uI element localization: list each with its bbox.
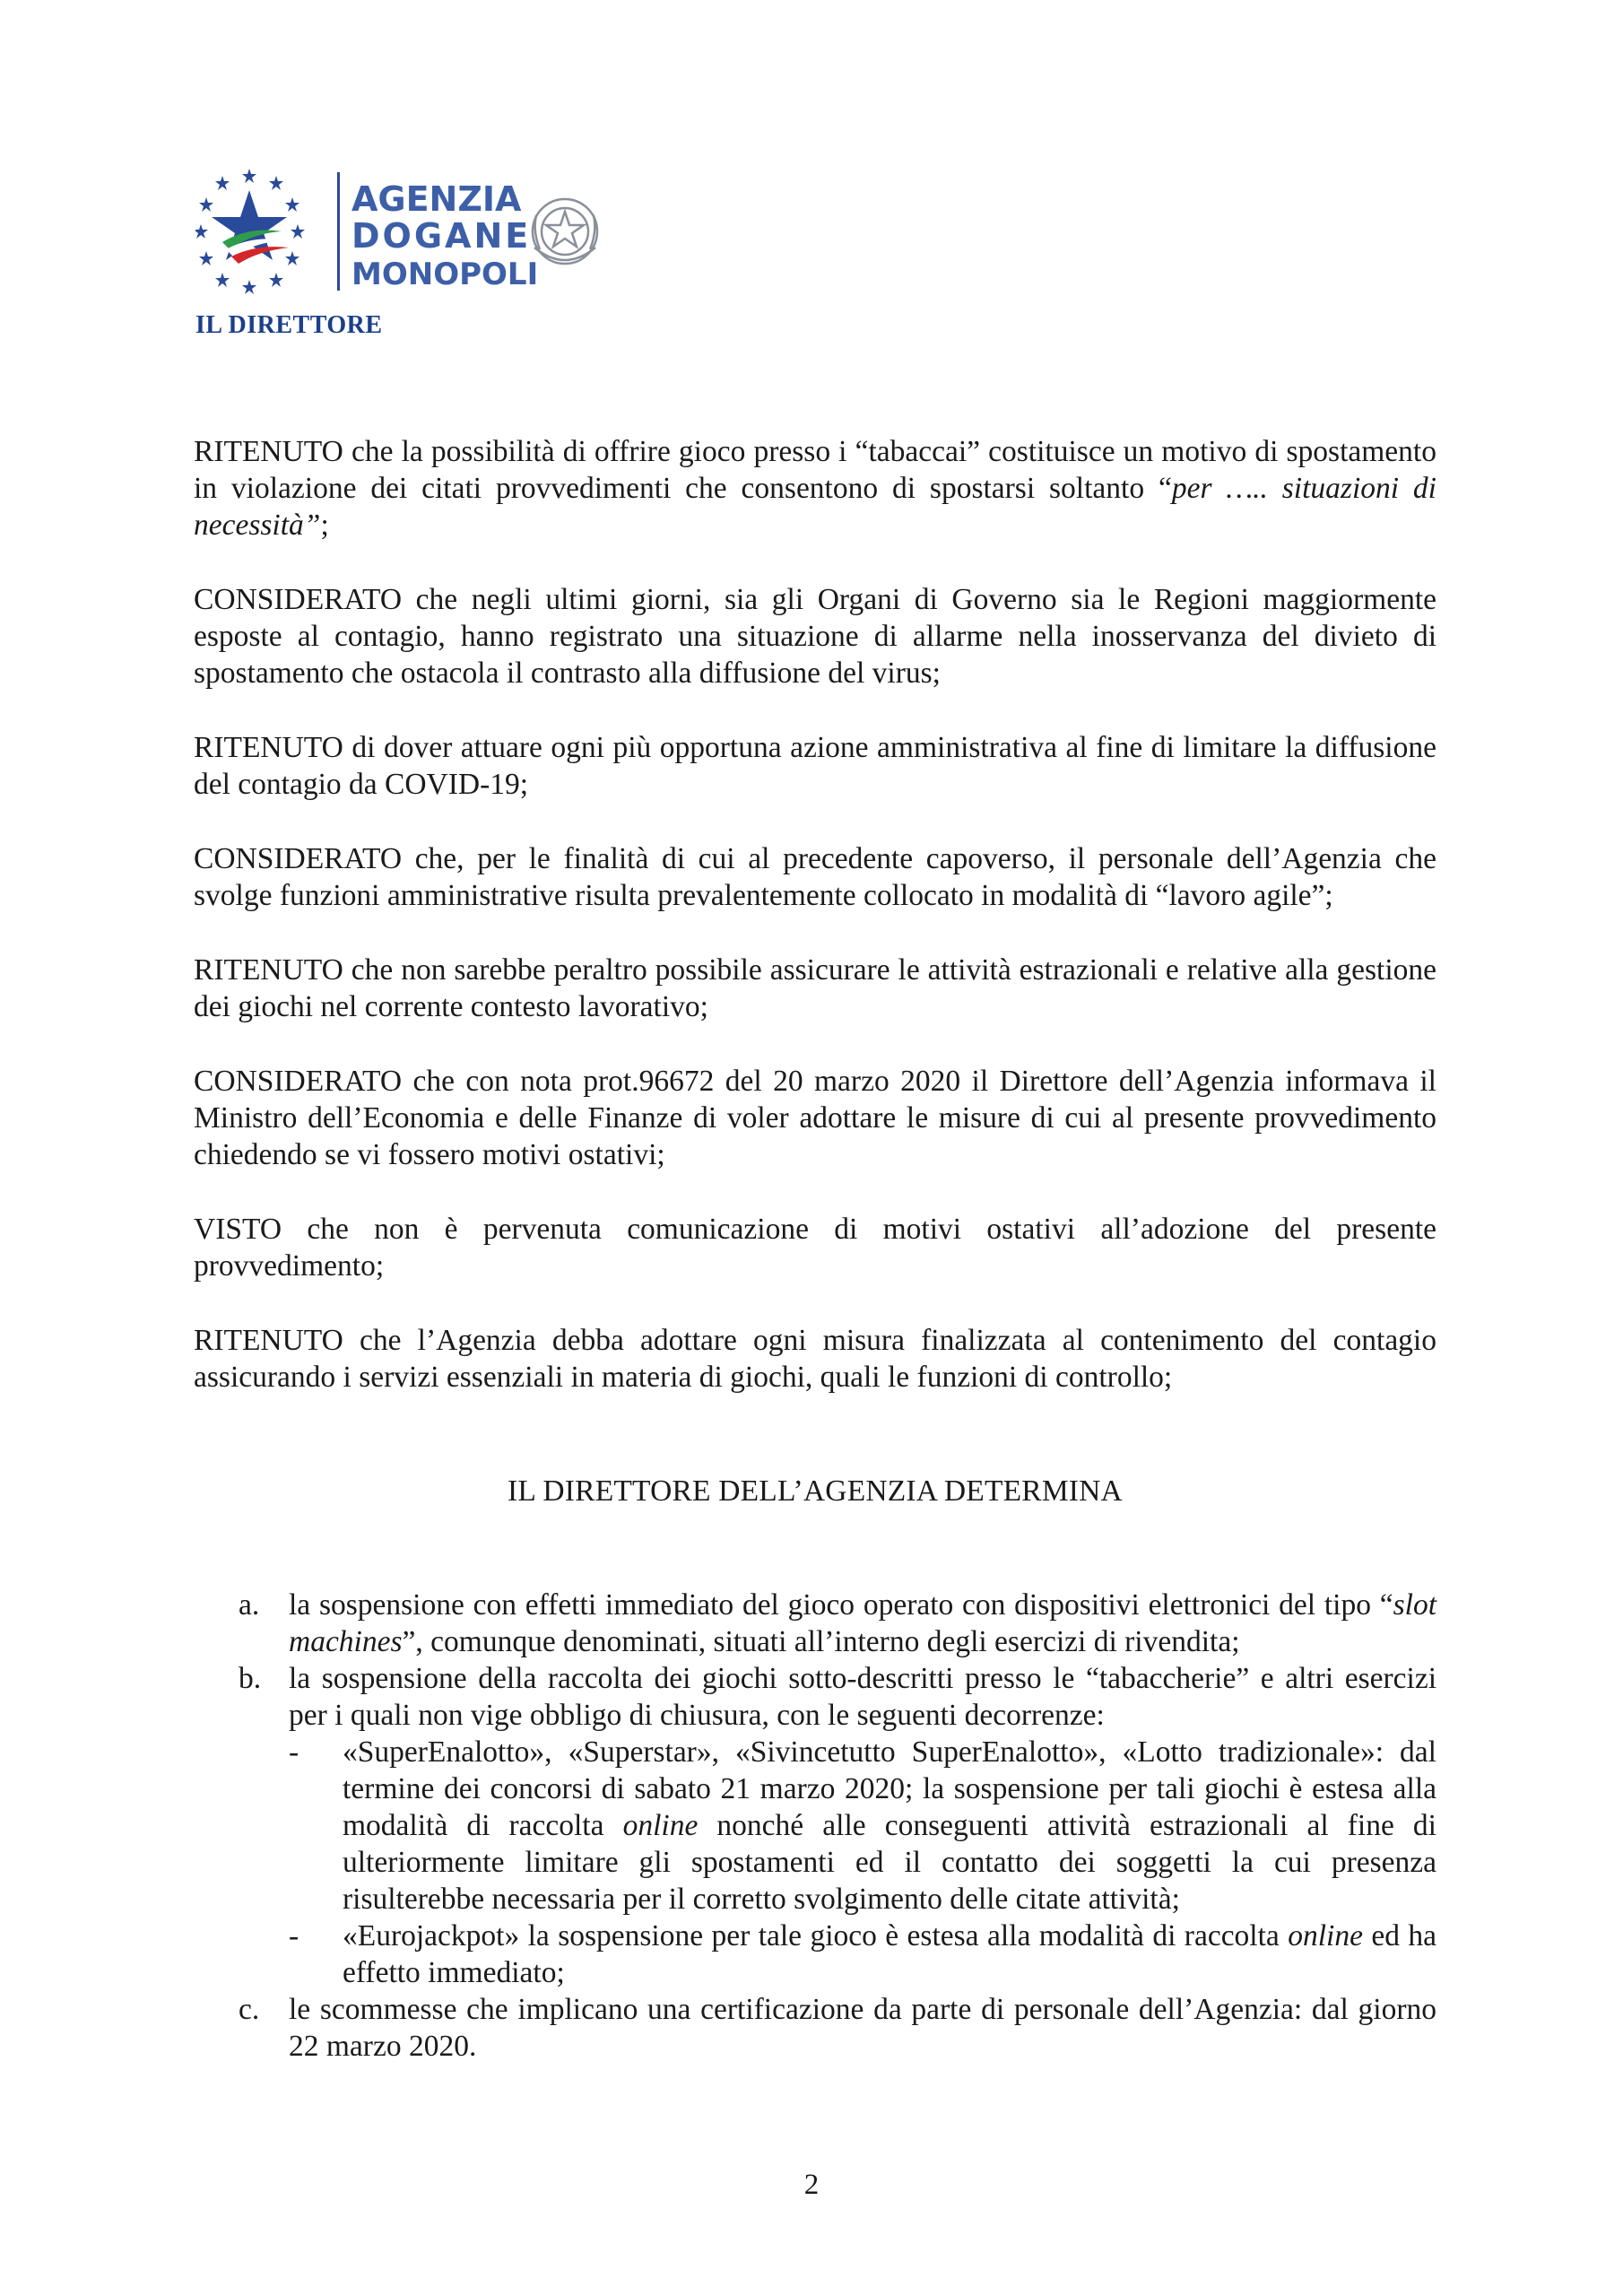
italy-star-icon (212, 190, 289, 264)
list-item-a (194, 1587, 1436, 1660)
sub-item-2 (289, 1918, 1436, 1991)
sub-list-b (289, 1734, 1436, 1991)
list-marker-c: c. (239, 1993, 260, 2026)
agency-logo-graphic (195, 160, 608, 303)
paragraph-3: RITENUTO di dover attuare ogni più opportuna azione amministrativa al fine di limitare la diffusione del contagio da COVID-19; (194, 731, 1436, 801)
sub-body-2: «Eurojackpot» la sospensione per tale gioco è estesa alla modalità di raccolta online ed ha effetto immediato; (343, 1919, 1436, 1989)
republic-emblem-icon (533, 199, 597, 264)
sub-marker-1: - (289, 1735, 299, 1769)
paragraph-7: VISTO che non è pervenuta comunicazione di motivi ostativi all’adozione del presente provvedimento; (194, 1213, 1436, 1283)
agency-logo (195, 160, 608, 303)
sub-item-1 (289, 1734, 1436, 1918)
logo-line-2: DOGANE (352, 216, 532, 256)
list-body-a: la sospensione con effetti immediato del gioco operato con dispositivi elettronici del tipo “slot machines”, comunque denominati, situati all’interno degli esercizi di rivendita; (289, 1588, 1436, 1658)
list-item-b (194, 1660, 1436, 1991)
document-body (194, 433, 1436, 2065)
sub-marker-2: - (289, 1919, 299, 1952)
logo-line-1: AGENZIA (352, 179, 522, 219)
director-label: IL DIRETTORE (195, 311, 383, 339)
page-number: 2 (803, 2169, 820, 2201)
list-body-c: le scommesse che implicano una certificazione da parte di personale dell’Agenzia: dal giorno 22 marzo 2020. (289, 1993, 1436, 2063)
list-body-b: la sospensione della raccolta dei giochi sotto-descritti presso le “tabaccherie” e altri esercizi per i quali non vige obbligo di chiusura, con le seguenti decorrenze: - «SuperEnalotto», «Superstar», «Sivincetutto SuperEnalotto», «Lotto tradizionale»: dal termine dei concorsi di sabato 21 marzo 2020; la sospensione per tali giochi è estesa alla modalità di raccolta online nonché alle conseguenti attività estrazionali al fine di ulteriormente limitare gli spostamenti ed il contatto dei soggetti la cui presenza risulterebbe necessaria per il corretto svolgimento delle citate attività; - «Eurojackpot» la sospensione per tale gioco è estesa alla modalità di raccolta online ed ha effetto immediato; (289, 1662, 1436, 1989)
list-item-c (194, 1991, 1436, 2065)
paragraph-6: CONSIDERATO che con nota prot.96672 del 20 marzo 2020 il Direttore dell’Agenzia informava il Ministro dell’Economia e delle Finanze di voler adottare le misure di cui al presente provvedimento chiedendo se vi fossero motivi ostativi; (194, 1065, 1436, 1171)
paragraph-1: RITENUTO che la possibilità di offrire gioco presso i “tabaccai” costituisce un motivo di spostamento in violazione dei citati provvedimenti che consentono di spostarsi soltanto “per ….. situazioni di necessità”; (194, 435, 1436, 542)
determination-list (194, 1587, 1436, 2065)
logo-line-3: MONOPOLI (352, 257, 539, 292)
paragraph-2: CONSIDERATO che negli ultimi giorni, sia gli Organi di Governo sia le Regioni maggiormente esposte al contagio, hanno registrato una situazione di allarme nella inosservanza del divieto di spostamento che ostacola il contrasto alla diffusione del virus; (194, 583, 1436, 690)
paragraph-4: CONSIDERATO che, per le finalità di cui al precedente capoverso, il personale dell’Agenzia che svolge funzioni amministrative risulta prevalentemente collocato in modalità di “lavoro agile”; (194, 842, 1436, 912)
list-marker-a: a. (239, 1588, 260, 1622)
paragraph-5: RITENUTO che non sarebbe peraltro possibile assicurare le attività estrazionali e relative alla gestione dei giochi nel corrente contesto lavorativo; (194, 953, 1436, 1023)
section-heading: IL DIRETTORE DELL’AGENZIA DETERMINA (508, 1474, 1123, 1508)
sub-body-1: «SuperEnalotto», «Superstar», «Sivincetutto SuperEnalotto», «Lotto tradizionale»: dal termine dei concorsi di sabato 21 marzo 2020; la sospensione per tali giochi è estesa alla modalità di raccolta online nonché alle conseguenti attività estrazionali al fine di ulteriormente limitare gli spostamenti ed il contatto dei soggetti la cui presenza risulterebbe necessaria per il corretto svolgimento delle citate attività; (343, 1735, 1436, 1916)
list-marker-b: b. (239, 1662, 262, 1695)
paragraph-8: RITENUTO che l’Agenzia debba adottare ogni misura finalizzata al contenimento del contagio assicurando i servizi essenziali in materia di giochi, quali le funzioni di controllo; (194, 1324, 1436, 1394)
